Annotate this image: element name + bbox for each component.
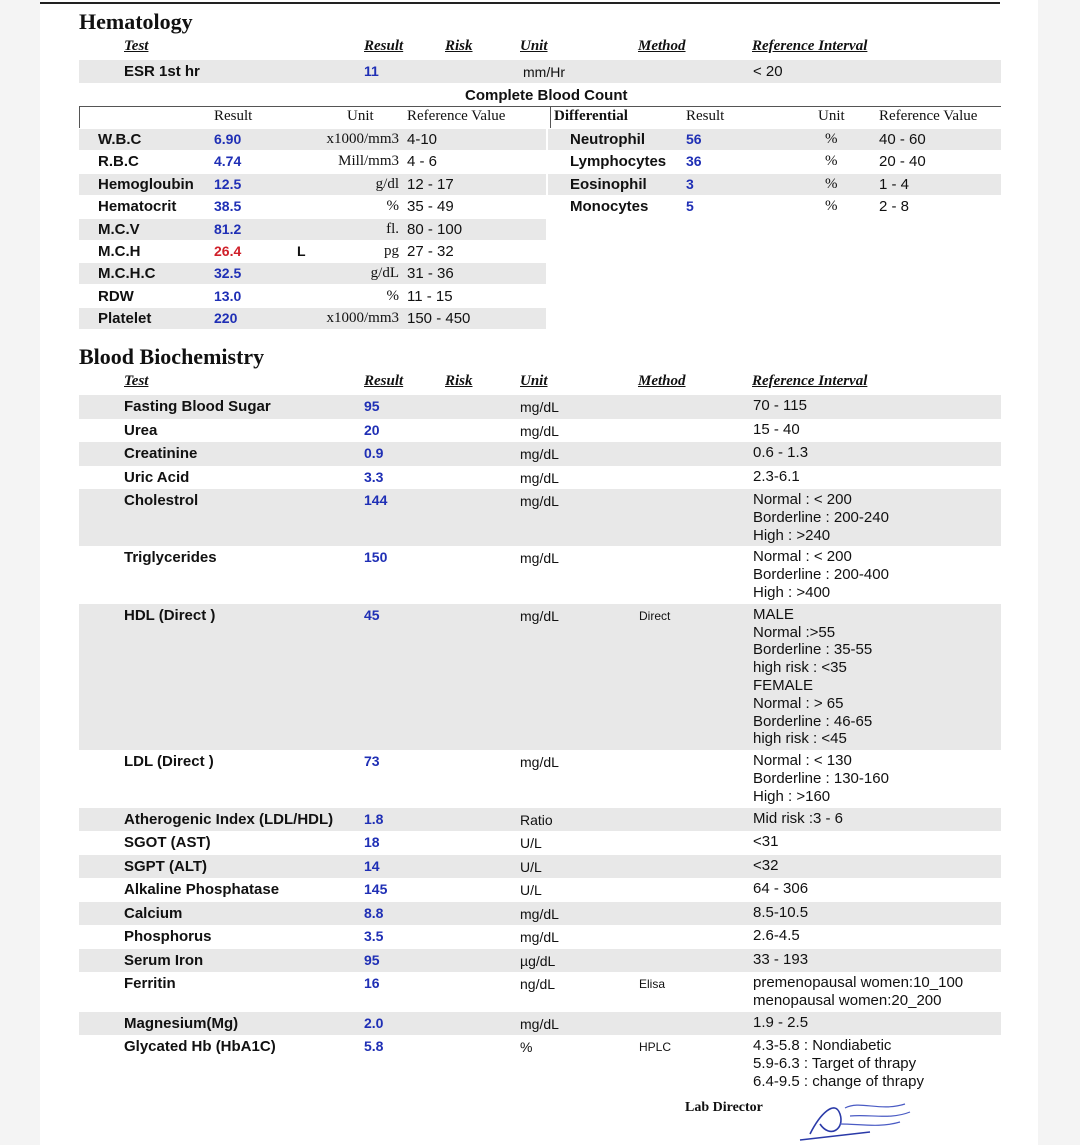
cbc-result: 26.4 <box>214 243 242 259</box>
diff-result: 3 <box>686 175 694 192</box>
bio-test-name: SGPT (ALT) <box>124 857 208 875</box>
bio-result: 144 <box>364 492 388 508</box>
cbc-unit: % <box>386 287 399 304</box>
cbc-flag: L <box>297 243 306 259</box>
bio-ref-line: High : >240 <box>753 526 831 544</box>
bio-ref-line: <32 <box>753 856 779 874</box>
signature-stamp <box>780 1094 920 1144</box>
bio-unit: mg/dL <box>520 446 559 462</box>
cbc-row-band <box>79 219 546 240</box>
cbc-unit: Mill/mm3 <box>338 153 399 170</box>
cbc-unit: g/dL <box>370 265 399 282</box>
bio-ref-line: MALE <box>753 605 794 623</box>
diff-header-result: Result <box>686 108 725 124</box>
cbc-test-name: Hematocrit <box>98 198 177 216</box>
bio-ref-line: 2.6-4.5 <box>753 927 800 945</box>
bio-ref-line: Borderline : 200-240 <box>753 508 889 526</box>
diff-unit: % <box>825 131 838 147</box>
bio-result: 1.8 <box>364 810 384 827</box>
cbc-test-name: M.C.V <box>98 220 140 238</box>
cbc-unit: x1000/mm3 <box>326 131 399 147</box>
diff-header-unit: Unit <box>818 108 845 124</box>
bio-unit: U/L <box>520 835 542 852</box>
bio-unit: mg/dL <box>520 1015 559 1032</box>
bio-result: 2.0 <box>364 1014 384 1031</box>
bio-ref-line: Borderline : 200-400 <box>753 566 889 584</box>
diff-test-name: Eosinophil <box>570 175 647 193</box>
bio-header-result: Result <box>364 373 404 389</box>
bio-test-name: Glycated Hb (HbA1C) <box>124 1038 276 1056</box>
cbc-test-name: M.C.H <box>98 243 141 260</box>
bio-ref-line: 64 - 306 <box>753 880 809 898</box>
bio-unit: Ratio <box>520 811 553 828</box>
cbc-result: 6.90 <box>214 131 242 147</box>
cbc-header-ref: Reference Value <box>407 108 506 124</box>
esr-name: ESR 1st hr <box>124 63 200 80</box>
bio-result: 5.8 <box>364 1038 384 1055</box>
cbc-mid-rule <box>550 106 551 128</box>
cbc-unit: x1000/mm3 <box>326 310 399 327</box>
top-rule <box>40 2 1000 4</box>
bio-unit: mg/dL <box>520 422 559 439</box>
bio-test-name: Alkaline Phosphatase <box>124 881 280 899</box>
bio-header-test: Test <box>124 373 149 389</box>
diff-header-differential: Differential <box>554 108 628 124</box>
bio-method: Elisa <box>639 977 666 992</box>
bio-ref-line: 15 - 40 <box>753 420 800 438</box>
bio-test-name: Calcium <box>124 904 183 922</box>
bio-result: 150 <box>364 549 388 566</box>
cbc-ref: 11 - 15 <box>407 287 453 305</box>
cbc-result: 13.0 <box>214 287 242 304</box>
bio-test-name: Creatinine <box>124 445 198 462</box>
cbc-test-name: M.C.H.C <box>98 265 156 283</box>
bio-test-name: HDL (Direct ) <box>124 606 216 624</box>
cbc-title: Complete Blood Count <box>465 87 628 104</box>
bio-result: 73 <box>364 753 380 770</box>
cbc-ref: 27 - 32 <box>407 243 454 260</box>
hem-header-unit: Unit <box>520 38 548 54</box>
cbc-unit: % <box>386 198 399 215</box>
diff-ref: 20 - 40 <box>879 153 926 171</box>
bio-test-name: Cholestrol <box>124 492 199 509</box>
hem-header-result: Result <box>364 38 404 54</box>
bio-ref-line: high risk : <45 <box>753 730 847 748</box>
bio-header-unit: Unit <box>520 373 548 389</box>
cbc-ref: 150 - 450 <box>407 310 471 328</box>
bio-ref-line: Normal : < 200 <box>753 548 852 566</box>
bio-ref-line: Mid risk :3 - 6 <box>753 809 844 827</box>
bio-ref-line: 2.3-6.1 <box>753 467 800 485</box>
bio-result: 145 <box>364 881 388 898</box>
bio-ref-line: 0.6 - 1.3 <box>753 444 809 461</box>
bio-header-method: Method <box>638 373 686 389</box>
bio-unit: % <box>520 1039 533 1056</box>
cbc-result: 32.5 <box>214 265 242 282</box>
cbc-ref: 31 - 36 <box>407 265 454 283</box>
bio-ref-line: Borderline : 35-55 <box>753 641 873 659</box>
bio-test-name: Magnesium(Mg) <box>124 1014 239 1032</box>
cbc-test-name: Hemogloubin <box>98 175 194 193</box>
bio-unit: mg/dL <box>520 550 559 567</box>
bio-ref-line: 5.9-6.3 : Target of thrapy <box>753 1055 917 1072</box>
diff-unit: % <box>825 153 838 170</box>
diff-test-name: Monocytes <box>570 198 649 216</box>
bio-test-name: SGOT (AST) <box>124 834 211 852</box>
bio-ref-line: 33 - 193 <box>753 950 809 968</box>
bio-result: 0.9 <box>364 445 384 461</box>
cbc-result: 220 <box>214 310 238 327</box>
bio-ref-line: 8.5-10.5 <box>753 903 809 921</box>
bio-result: 18 <box>364 834 380 851</box>
esr-result: 11 <box>364 63 379 79</box>
hem-header-test: Test <box>124 38 149 54</box>
cbc-test-name: W.B.C <box>98 131 142 148</box>
bio-test-name: Uric Acid <box>124 468 190 486</box>
diff-unit: % <box>825 175 838 192</box>
cbc-unit: g/dl <box>375 175 399 192</box>
biochem-title: Blood Biochemistry <box>79 344 265 369</box>
bio-test-name: Ferritin <box>124 975 176 993</box>
cbc-result: 81.2 <box>214 220 242 237</box>
bio-unit: mg/dL <box>520 469 559 486</box>
bio-ref-line: 4.3-5.8 : Nondiabetic <box>753 1037 892 1055</box>
bio-result: 8.8 <box>364 904 384 921</box>
bio-result: 3.5 <box>364 928 384 945</box>
bio-unit: U/L <box>520 882 542 899</box>
bio-unit: mg/dL <box>520 754 559 771</box>
bio-unit: mg/dL <box>520 607 559 624</box>
cbc-header-unit: Unit <box>347 108 374 124</box>
cbc-test-name: Platelet <box>98 310 152 328</box>
diff-ref: 2 - 8 <box>879 198 910 216</box>
bio-ref-line: <31 <box>753 833 779 851</box>
diff-unit: % <box>825 198 838 215</box>
cbc-ref: 35 - 49 <box>407 198 454 216</box>
bio-test-name: Urea <box>124 421 158 439</box>
bio-unit: mg/dL <box>520 929 559 946</box>
cbc-row-band <box>79 129 546 150</box>
diff-result: 5 <box>686 198 694 215</box>
bio-result: 95 <box>364 951 380 968</box>
cbc-unit: fl. <box>386 220 399 237</box>
bio-method: HPLC <box>639 1040 672 1055</box>
esr-unit: mm/Hr <box>523 64 565 80</box>
esr-ref: < 20 <box>753 63 783 80</box>
bio-test-name: LDL (Direct ) <box>124 753 214 771</box>
diff-test-name: Neutrophil <box>570 131 645 148</box>
bio-test-name: Serum Iron <box>124 951 204 969</box>
bio-ref-line: high risk : <35 <box>753 659 847 677</box>
diff-test-name: Lymphocytes <box>570 153 667 171</box>
bio-ref-line: Normal : > 65 <box>753 694 844 712</box>
bio-ref-line: menopausal women:20_200 <box>753 991 942 1009</box>
cbc-ref: 4 - 6 <box>407 153 438 171</box>
bio-unit: mg/dL <box>520 399 559 415</box>
cbc-result: 4.74 <box>214 153 242 170</box>
bio-test-name: Triglycerides <box>124 549 217 567</box>
diff-ref: 40 - 60 <box>879 131 926 148</box>
hem-header-risk: Risk <box>445 38 473 54</box>
bio-ref-line: 6.4-9.5 : change of thrapy <box>753 1072 924 1090</box>
cbc-top-rule <box>79 106 1001 107</box>
diff-ref: 1 - 4 <box>879 175 910 193</box>
bio-result: 95 <box>364 398 380 414</box>
cbc-ref: 4-10 <box>407 131 438 148</box>
hem-header-method: Method <box>638 38 686 54</box>
bio-unit: mg/dL <box>520 905 559 922</box>
bio-ref-line: 70 - 115 <box>753 397 807 414</box>
bio-result: 20 <box>364 421 380 438</box>
cbc-unit: pg <box>384 243 399 259</box>
cbc-left-rule <box>79 106 80 128</box>
bio-result: 45 <box>364 606 380 623</box>
bio-result: 14 <box>364 857 380 874</box>
cbc-result: 38.5 <box>214 198 242 215</box>
bio-method: Direct <box>639 608 671 623</box>
bio-test-name: Phosphorus <box>124 928 212 946</box>
bio-unit: µg/dL <box>520 952 556 969</box>
bio-unit: U/L <box>520 858 542 875</box>
bio-ref-line: High : >400 <box>753 584 831 601</box>
bio-ref-line: Normal : < 200 <box>753 491 852 508</box>
bio-test-name: Fasting Blood Sugar <box>124 398 271 415</box>
bio-ref-line: 1.9 - 2.5 <box>753 1013 809 1031</box>
hem-header-ref: Reference Interval <box>752 38 868 54</box>
bio-ref-line: Borderline : 46-65 <box>753 712 873 730</box>
bio-ref-line: FEMALE <box>753 677 814 694</box>
bio-unit: mg/dL <box>520 493 559 509</box>
cbc-test-name: R.B.C <box>98 153 139 171</box>
cbc-test-name: RDW <box>98 287 134 305</box>
bio-test-name: Atherogenic Index (LDL/HDL) <box>124 810 334 828</box>
lab-director-label: Lab Director <box>685 1100 763 1115</box>
diff-result: 56 <box>686 131 702 147</box>
bio-ref-line: Borderline : 130-160 <box>753 770 889 787</box>
cbc-ref: 80 - 100 <box>407 220 463 238</box>
bio-ref-line: Normal : < 130 <box>753 752 852 770</box>
cbc-ref: 12 - 17 <box>407 175 454 193</box>
bio-ref-line: Normal :>55 <box>753 623 836 641</box>
diff-header-ref: Reference Value <box>879 108 978 124</box>
hematology-title: Hematology <box>79 9 193 34</box>
bio-unit: ng/dL <box>520 976 556 993</box>
bio-header-ref: Reference Interval <box>752 373 868 389</box>
bio-ref-line: premenopausal women:10_100 <box>753 974 964 992</box>
bio-header-risk: Risk <box>445 373 473 389</box>
bio-ref-line: High : >160 <box>753 787 831 805</box>
cbc-result: 12.5 <box>214 175 242 192</box>
bio-result: 3.3 <box>364 468 384 485</box>
bio-result: 16 <box>364 975 380 992</box>
cbc-header-result: Result <box>214 108 253 124</box>
diff-result: 36 <box>686 153 702 170</box>
